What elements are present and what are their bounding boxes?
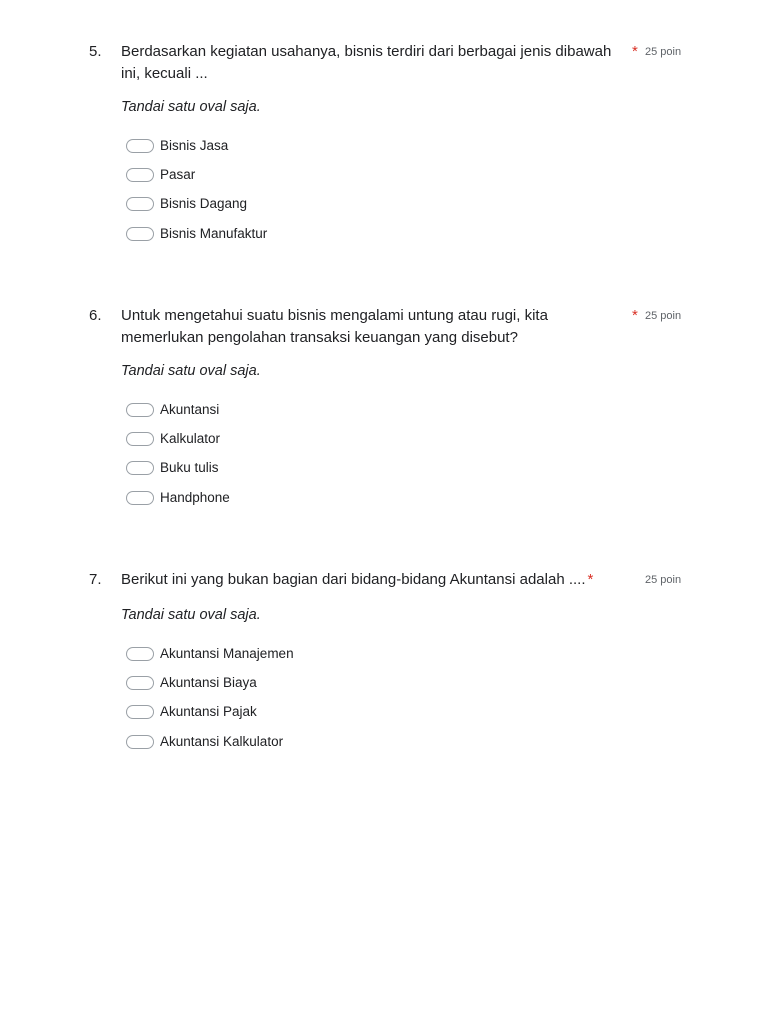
option-label: Bisnis Manufaktur [160, 225, 268, 241]
option-item[interactable] [126, 483, 230, 512]
question-text: Berdasarkan kegiatan usahanya, bisnis terdiri dari berbagai jenis dibawah ini, kecuali ... [121, 43, 612, 82]
option-item[interactable] [126, 454, 230, 483]
option-label: Buku tulis [160, 460, 219, 476]
option-label: Akuntansi Manajemen [160, 645, 294, 661]
question-number: 6. [89, 307, 102, 324]
option-label: Akuntansi [160, 401, 220, 417]
option-label: Pasar [160, 167, 196, 183]
question-number: 5. [89, 43, 102, 60]
radio-oval[interactable] [126, 403, 154, 417]
question-text-row [121, 569, 626, 591]
radio-oval[interactable] [126, 197, 154, 211]
required-mark: * [632, 307, 638, 324]
radio-oval[interactable] [126, 139, 154, 153]
radio-oval[interactable] [126, 735, 154, 749]
question-instruction: Tandai satu oval saja. [121, 363, 261, 379]
option-list [126, 639, 294, 757]
option-list [126, 395, 230, 513]
option-item[interactable] [126, 698, 294, 727]
option-label: Kalkulator [160, 431, 221, 447]
required-mark: * [632, 43, 638, 60]
option-item[interactable] [126, 727, 294, 756]
question-text: Berikut ini yang bukan bagian dari bidang-bidang Akuntansi adalah .... [121, 571, 586, 588]
radio-oval[interactable] [126, 432, 154, 446]
points-label: 25 poin [645, 310, 682, 322]
option-label: Akuntansi Biaya [160, 675, 257, 691]
option-label: Akuntansi Kalkulator [160, 733, 284, 749]
option-item[interactable] [126, 131, 267, 160]
option-label: Akuntansi Pajak [160, 704, 257, 720]
option-list [126, 131, 267, 249]
option-label: Bisnis Jasa [160, 137, 229, 153]
option-label: Handphone [160, 489, 230, 505]
radio-oval[interactable] [126, 647, 154, 661]
option-item[interactable] [126, 190, 267, 219]
radio-oval[interactable] [126, 705, 154, 719]
option-item[interactable] [126, 395, 230, 424]
radio-oval[interactable] [126, 227, 154, 241]
option-item[interactable] [126, 424, 230, 453]
question-text: Untuk mengetahui suatu bisnis mengalami untung atau rugi, kita memerlukan pengolahan transaksi keuangan yang disebut? [121, 307, 548, 346]
radio-oval[interactable] [126, 461, 154, 475]
option-item[interactable] [126, 668, 294, 697]
option-item[interactable] [126, 639, 294, 668]
option-label: Bisnis Dagang [160, 196, 248, 212]
option-item[interactable] [126, 219, 267, 248]
required-mark: * [587, 571, 594, 588]
radio-oval[interactable] [126, 491, 154, 505]
points-label: 25 poin [645, 46, 682, 58]
question-number: 7. [89, 571, 102, 588]
points-label: 25 poin [645, 574, 682, 586]
option-item[interactable] [126, 160, 267, 189]
radio-oval[interactable] [126, 676, 154, 690]
question-instruction: Tandai satu oval saja. [121, 607, 261, 623]
radio-oval[interactable] [126, 168, 154, 182]
question-instruction: Tandai satu oval saja. [121, 99, 261, 115]
